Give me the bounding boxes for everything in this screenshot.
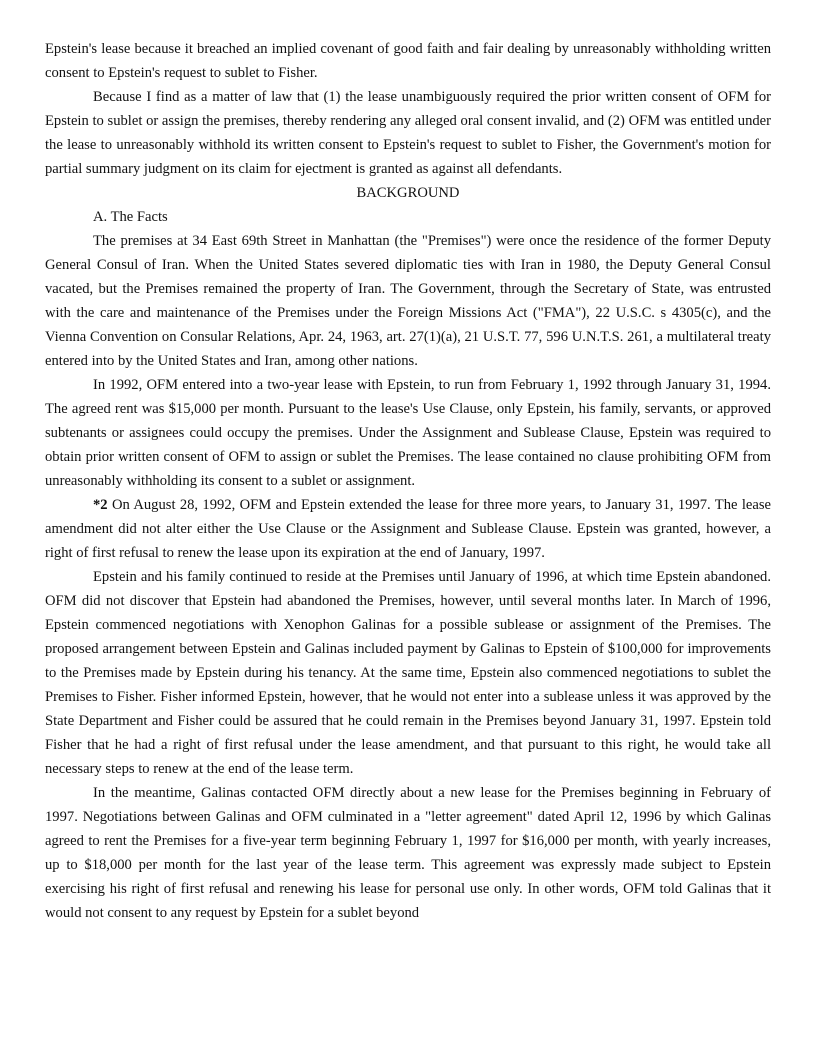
page-marker: *2	[93, 497, 108, 513]
paragraph-5	[45, 493, 771, 565]
section-heading: BACKGROUND	[356, 185, 460, 201]
document-page	[45, 37, 771, 925]
paragraph-3: The premises at 34 East 69th Street in Manhattan (the "Premises") were once the residence of the former Deputy General Consul of Iran. When the United States severed diplomatic ties with Iran in 1980, the Deputy General Consul vacated, but the Premises remained the property of Iran. The Government, through the Secretary of State, was entrusted with the care and maintenance of the Premises under the Foreign Missions Act ("FMA"), 22 U.S.C. s 4305(c), and the Vienna Convention on Consular Relations, Apr. 24, 1963, art. 27(1)(a), 21 U.S.T. 77, 596 U.N.T.S. 261, a multilateral treaty entered into by the United States and Iran, among other nations.	[45, 233, 771, 369]
subheading: A. The Facts	[93, 209, 168, 225]
paragraph-2: Because I find as a matter of law that (1) the lease unambiguously required the prior written consent of OFM for Epstein to sublet or assign the premises, thereby rendering any alleged oral consent invalid, and (2) OFM was entitled under the lease to unreasonably withhold its written consent to Epstein's request to sublet to Fisher, the Government's motion for partial summary judgment on its claim for ejectment is granted as against all defendants.	[45, 89, 771, 177]
paragraph-4: In 1992, OFM entered into a two-year lease with Epstein, to run from February 1, 1992 through January 31, 1994. The agreed rent was $15,000 per month. Pursuant to the lease's Use Clause, only Epstein, his family, servants, or approved subtenants or assignees could occupy the premises. Under the Assignment and Sublease Clause, Epstein was required to obtain prior written consent of OFM to assign or sublet the Premises. The lease contained no clause prohibiting OFM from unreasonably withholding its consent to a sublet or assignment.	[45, 377, 771, 489]
paragraph-5-text: On August 28, 1992, OFM and Epstein extended the lease for three more years, to January 31, 1997. The lease amendment did not alter either the Use Clause or the Assignment and Sublease Clause. Epstein was granted, however, a right of first refusal to renew the lease upon its expiration at the end of January, 1997.	[45, 497, 771, 561]
paragraph-7: In the meantime, Galinas contacted OFM directly about a new lease for the Premises beginning in February of 1997. Negotiations between Galinas and OFM culminated in a "letter agreement" dated April 12, 1996 by which Galinas agreed to rent the Premises for a five-year term beginning February 1, 1997 for $16,000 per month, with yearly increases, up to $18,000 per month for the last year of the lease term. This agreement was expressly made subject to Epstein exercising his right of first refusal and renewing his lease for personal use only. In other words, OFM told Galinas that it would not consent to any request by Epstein for a sublet beyond	[45, 785, 771, 921]
paragraph-1: Epstein's lease because it breached an implied covenant of good faith and fair dealing by unreasonably withholding written consent to Epstein's request to sublet to Fisher.	[45, 41, 771, 81]
paragraph-6: Epstein and his family continued to reside at the Premises until January of 1996, at which time Epstein abandoned. OFM did not discover that Epstein had abandoned the Premises, however, until several months later. In March of 1996, Epstein commenced negotiations with Xenophon Galinas for a possible sublease or assignment of the Premises. The proposed arrangement between Epstein and Galinas included payment by Galinas to Epstein of $100,000 for improvements to the Premises made by Epstein during his tenancy. At the same time, Epstein also commenced negotiations to sublet the Premises to Fisher. Fisher informed Epstein, however, that he would not enter into a sublease unless it was approved by the State Department and Fisher could be assured that he could remain in the Premises beyond January 31, 1997. Epstein told Fisher that he had a right of first refusal under the lease amendment, and that pursuant to this right, he would take all necessary steps to renew at the end of the lease term.	[45, 569, 771, 777]
